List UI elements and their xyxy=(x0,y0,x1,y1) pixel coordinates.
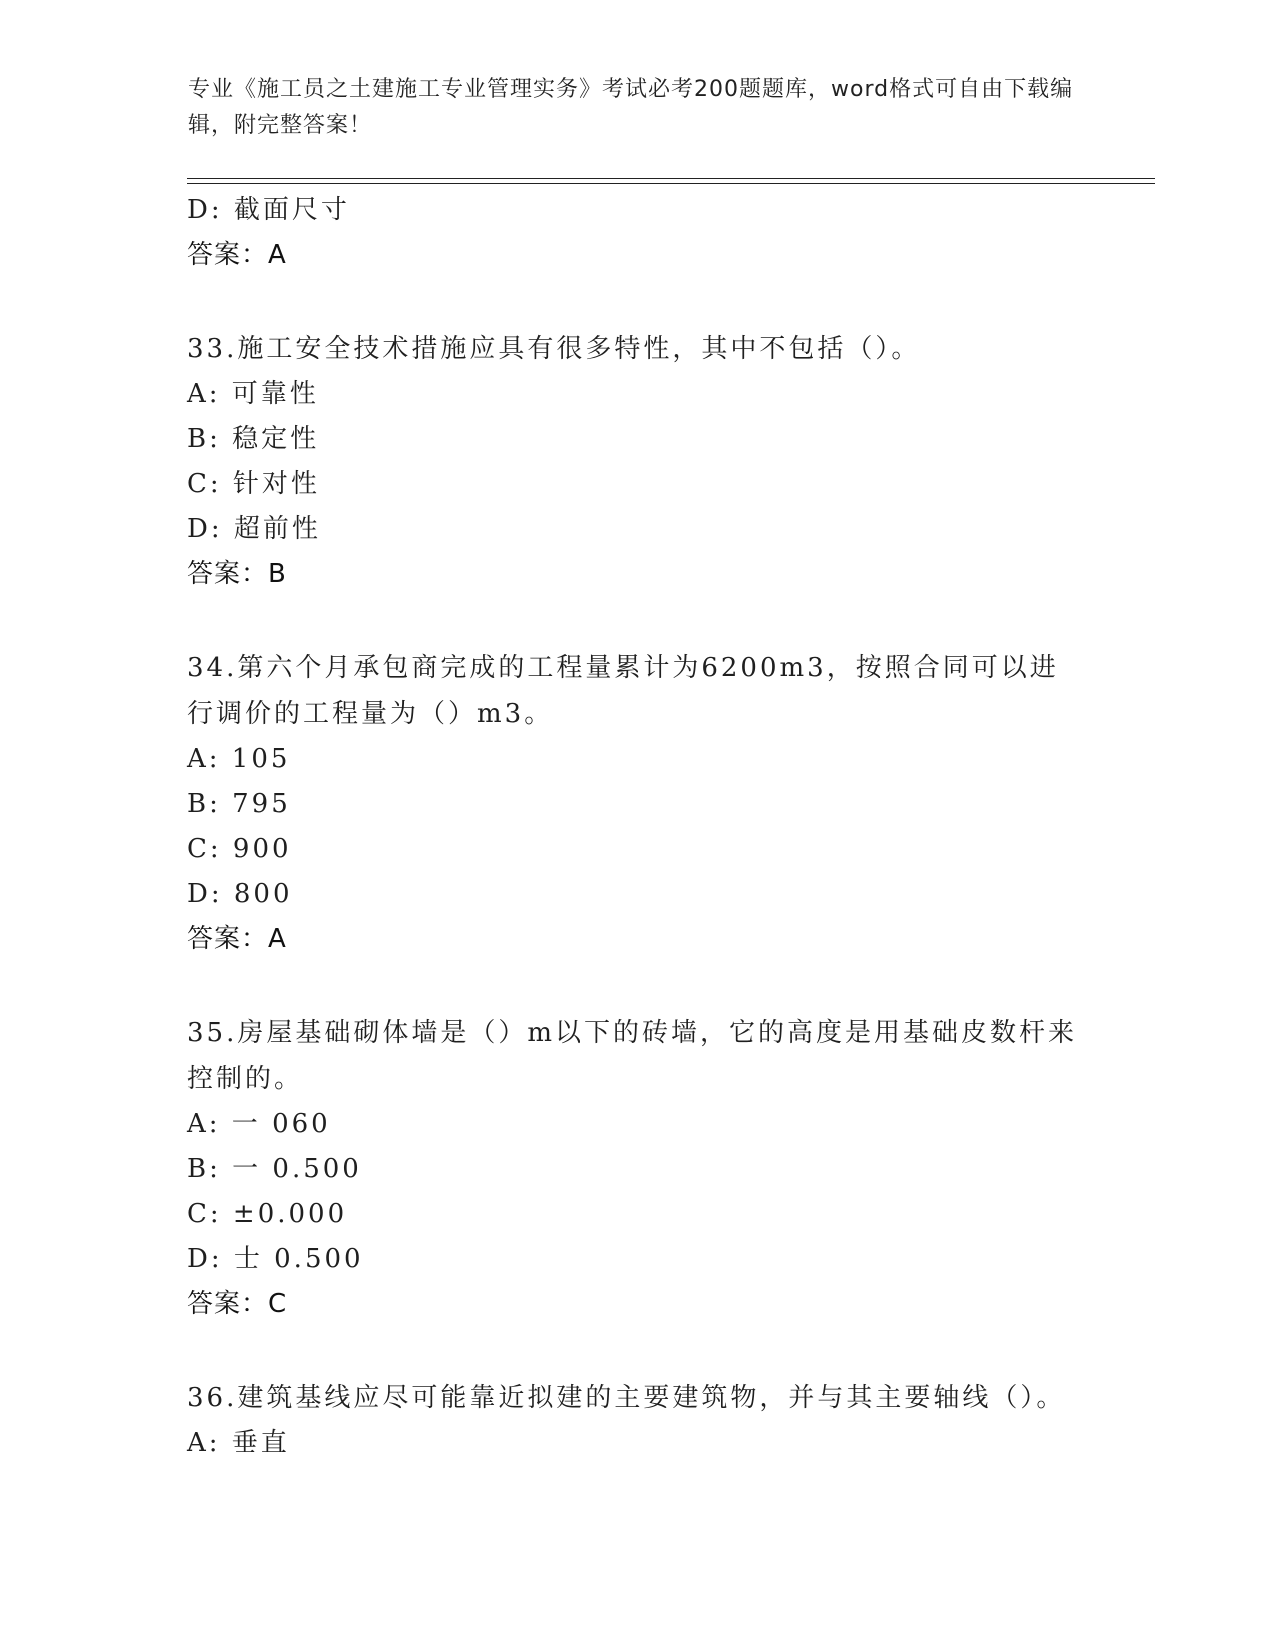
option-a: A: 可靠性 xyxy=(187,379,319,409)
question-list xyxy=(187,188,1107,1466)
option-a: A: 一 060 xyxy=(187,1109,331,1139)
answer-line: 答案：B xyxy=(187,559,287,589)
option-a: A: 105 xyxy=(187,744,291,774)
option-b: B: 一 0.500 xyxy=(187,1154,362,1184)
question-34 xyxy=(187,645,1107,962)
option-a: A: 垂直 xyxy=(187,1428,290,1458)
option-b: B: 795 xyxy=(187,789,291,819)
option-d: D: 士 0.500 xyxy=(187,1244,364,1274)
option-c: C: 针对性 xyxy=(187,469,320,499)
option-d: D: 800 xyxy=(187,879,293,909)
question-36 xyxy=(187,1375,1107,1466)
option-b: B: 稳定性 xyxy=(187,424,320,454)
spacer xyxy=(187,962,1107,1010)
header-rule-top xyxy=(187,178,1155,179)
option-d: D: 截面尺寸 xyxy=(187,195,350,225)
option-c: C: 900 xyxy=(187,834,292,864)
answer-line: 答案：A xyxy=(187,240,287,270)
question-stem: 34.第六个月承包商完成的工程量累计为6200m3，按照合同可以进行调价的工程量为（）m3。 xyxy=(187,653,1059,729)
question-stem: 36.建筑基线应尽可能靠近拟建的主要建筑物，并与其主要轴线（）。 xyxy=(187,1383,1066,1413)
question-33 xyxy=(187,326,1107,597)
answer-line: 答案：C xyxy=(187,1289,288,1319)
question-35 xyxy=(187,1010,1107,1327)
header-rule-bottom xyxy=(187,183,1155,184)
option-c: C: ±0.000 xyxy=(187,1199,348,1229)
spacer xyxy=(187,1327,1107,1375)
option-d: D: 超前性 xyxy=(187,514,321,544)
page-header: 专业《施工员之土建施工专业管理实务》考试必考200题题库，word格式可自由下载编辑，附完整答案！ xyxy=(188,77,1074,138)
answer-line: 答案：A xyxy=(187,924,287,954)
question-stem: 33.施工安全技术措施应具有很多特性，其中不包括（）。 xyxy=(187,334,921,364)
spacer xyxy=(187,597,1107,645)
question-stem: 35.房屋基础砌体墙是（）m以下的砖墙，它的高度是用基础皮数杆来控制的。 xyxy=(187,1018,1078,1094)
spacer xyxy=(187,278,1107,326)
